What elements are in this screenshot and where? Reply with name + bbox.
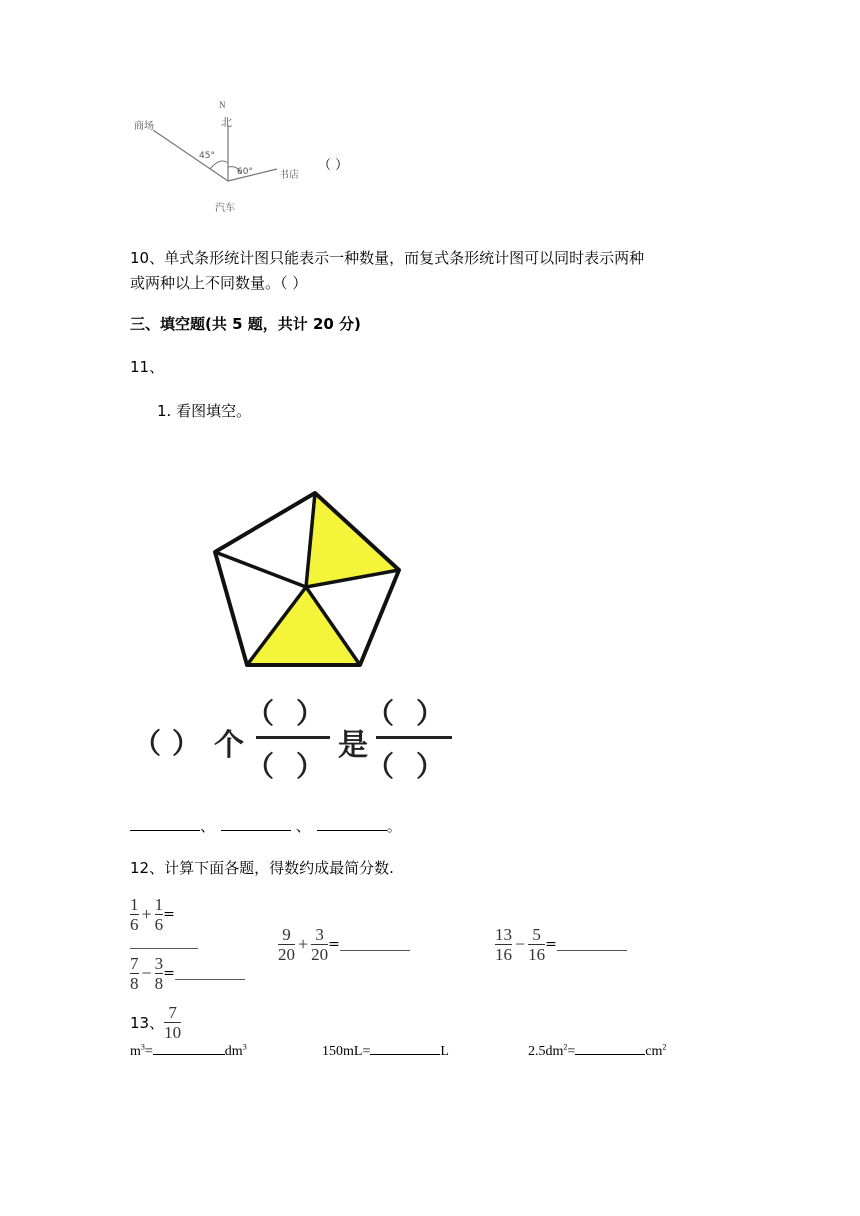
section-title: 三、填空题(共 5 题，共计 20 分) xyxy=(130,315,361,333)
formula-shi: 是 xyxy=(338,728,368,763)
mall-label: 商场 xyxy=(134,121,154,132)
q12-blank-2[interactable] xyxy=(340,938,410,951)
formula-count-paren-close: ） xyxy=(172,727,201,760)
q12-problem-3: $\frac{13}{16}$ − $\frac{5}{16}$ = xyxy=(495,926,627,963)
formula-ge: 个 xyxy=(214,728,244,763)
formula-frac2-num-open: （ xyxy=(366,697,395,730)
formula-frac2-den-open: （ xyxy=(366,750,395,783)
q13-blank-2[interactable] xyxy=(370,1042,440,1055)
q13-item-1: $m^3= dm^3$ xyxy=(130,1042,247,1059)
formula-frac2-den-close: ） xyxy=(416,750,445,783)
answer-blank-3[interactable] xyxy=(317,816,387,831)
q12-text: 12、计算下面各题，得数约成最简分数. xyxy=(130,859,394,877)
q13-blank-1[interactable] xyxy=(153,1042,225,1055)
q13-number: 13、 xyxy=(130,1014,165,1032)
formula-frac1-num-close: ） xyxy=(296,697,325,730)
fraction: $\frac{1}{6}$ xyxy=(154,895,164,934)
fraction: $\frac{7}{10}$ xyxy=(164,1003,182,1042)
q13-blank-3[interactable] xyxy=(575,1042,645,1055)
q12-problem-4: $\frac{7}{8}$ − $\frac{3}{8}$ = xyxy=(130,955,245,992)
angle-60-label: 60° xyxy=(237,167,253,177)
formula-frac1-bar xyxy=(256,736,330,739)
north-letter: N xyxy=(219,100,226,110)
answer-blank-1[interactable] xyxy=(130,816,200,831)
yellow-triangle-bottom xyxy=(247,587,360,665)
q12-blank-4[interactable] xyxy=(175,967,245,980)
q11-number: 11、 xyxy=(130,358,165,376)
q13-item-3: $2.5dm^2= cm^2$ xyxy=(528,1042,667,1059)
fraction: $\frac{5}{16}$ xyxy=(528,925,546,964)
formula-frac2-bar xyxy=(376,736,452,739)
book-label: 书店 xyxy=(279,170,299,181)
answer-blank-2[interactable] xyxy=(221,816,291,831)
fraction: $\frac{9}{20}$ xyxy=(278,925,295,964)
q10-line1: 10、单式条形统计图只能表示一种数量，而复式条形统计图可以同时表示两种 xyxy=(130,249,645,267)
q12-blank-3[interactable] xyxy=(557,938,627,951)
q11-instruction: 1. 看图填空。 xyxy=(157,402,252,420)
angle-45-label: 45° xyxy=(199,151,215,161)
north-label: 北 xyxy=(221,116,232,129)
q13-head xyxy=(130,1004,181,1041)
q10-line2: 或两种以上不同数量。（ ） xyxy=(130,274,308,292)
formula-frac1-den-open: （ xyxy=(246,750,275,783)
fraction: $\frac{13}{16}$ xyxy=(495,925,512,964)
q12-problem-2: $\frac{9}{20}$ + $\frac{3}{20}$ = xyxy=(278,926,410,963)
formula-frac2-num-close: ） xyxy=(416,697,445,730)
formula-frac1-num-open: （ xyxy=(246,697,275,730)
pentagon-figure xyxy=(205,485,410,675)
q11-answer-row: 、 、 。 xyxy=(130,815,402,836)
fraction: $\frac{1}{6}$ xyxy=(130,895,139,934)
q12-problem-1: $\frac{1}{6}$ + $\frac{1}{6}$ = xyxy=(130,895,175,934)
fraction: $\frac{3}{20}$ xyxy=(311,925,329,964)
car-label: 汽车 xyxy=(215,203,235,214)
q9-answer-paren: （ ） xyxy=(318,158,349,173)
q12-blank-1[interactable] xyxy=(130,936,198,949)
q13-item-2: 150mL= L xyxy=(322,1044,449,1059)
fraction: $\frac{7}{8}$ xyxy=(130,954,139,993)
formula-frac1-den-close: ） xyxy=(296,750,325,783)
fraction: $\frac{3}{8}$ xyxy=(154,954,164,993)
formula-count-paren-open: （ xyxy=(133,727,162,760)
